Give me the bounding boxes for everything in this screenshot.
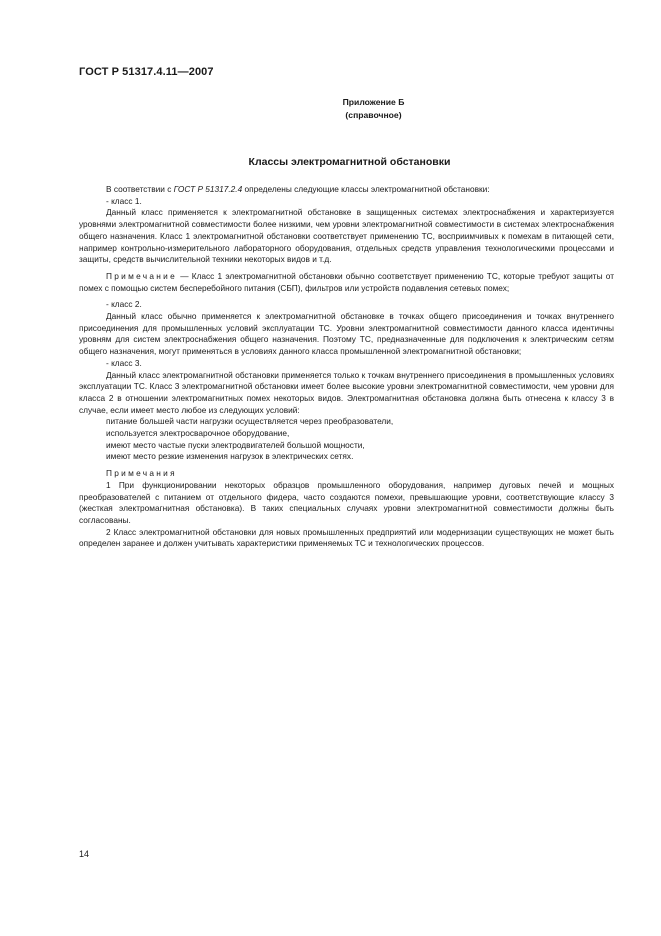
class3-paragraph: Данный класс электромагнитной обстановки применяется только к точкам внутреннего присоединения в промышленных условиях эксплуатации ТС. Класс 3 электромагнитной обстановки имеет более высокие уровни электромагнитной совместимости, чем уровни для класса 2 в отношении электромагнитных помех некоторых видов. Электромагнитная обстановка должна быть отнесена к классу 3 в случае, если имеет место любое из следующих условий: [79,369,614,415]
condition-item: имеют место частые пуски электродвигателей большой мощности, [106,439,365,450]
class3-label: - класс 3. [106,357,142,368]
standard-reference: ГОСТ Р 51317.2.4 [173,184,243,194]
note-item-1: 1 При функционировании некоторых образцов промышленного оборудования, например дуговых печей и мощных преобразователей с питанием от отдельного фидера, часто создаются помехи, превышающие уровни, соответствующие классу 3 (жесткая электромагнитная обстановка). В таких специальных случаях уровни электромагнитной совместимости должны быть согласованы. [79,479,614,525]
note-item-2: 2 Класс электромагнитной обстановки для новых промышленных предприятий или модернизации существующих не может быть определен заранее и должен учитывать характеристики применяемых ТС и технологических процессов. [79,526,614,549]
class2-label: - класс 2. [106,299,142,310]
class1-label: - класс 1. [106,195,142,206]
appendix-label: Приложение Б [342,97,405,107]
condition-item: используется электросварочное оборудование, [106,428,290,439]
document-code: ГОСТ Р 51317.4.11—2007 [79,66,214,78]
appendix-heading [0,96,661,122]
note1-paragraph: Примечание — Класс 1 электромагнитной обстановки обычно соответствует применению ТС, которые требуют защиты от помех с помощью систем бесперебойного питания (СБП), фильтров или устройств подавления сетевых помех; [79,270,614,293]
section-title: Классы электромагнитной обстановки [248,156,451,168]
appendix-type: (справочное) [345,110,402,120]
note1-label: Примечание [106,270,178,281]
intro-paragraph: В соответствии с ГОСТ Р 51317.2.4 определены следующие классы электромагнитной обстановки: [106,184,490,194]
page-number: 14 [79,849,90,859]
document-body [79,184,614,550]
condition-item: имеют место резкие изменения нагрузок в электрических сетях. [106,451,354,462]
class2-paragraph: Данный класс обычно применяется к электромагнитной обстановке в точках общего присоединения и точках внутреннего присоединения для промышленных условий эксплуатации ТС. Уровни электромагнитной совместимости данного класса идентичны уровням для систем электроснабжения общего назначения. Поэтому ТС, предназначенные для подключения к электрическим сетям общего назначения, могут применяться в условиях данного класса промышленной электромагнитной обстановки; [79,311,614,357]
condition-item: питание большей части нагрузки осуществляется через преобразователи, [106,416,394,427]
notes-label: Примечания [106,468,177,479]
class1-paragraph: Данный класс применяется к электромагнитной обстановке в защищенных системах электроснабжения и характеризуется уровнями электромагнитной совместимости более низкими, чем уровни электромагнитной совместимости в системах электроснабжения общего назначения. Класс 1 электромагнитной обстановки соответствует применению ТС, восприимчивых к помехам в питающей сети, например контрольно-измерительного лабораторного оборудования, отдельных средств управления технологическими процессами и защиты, средств вычислительной техники некоторых видов и т.д. [79,207,614,265]
